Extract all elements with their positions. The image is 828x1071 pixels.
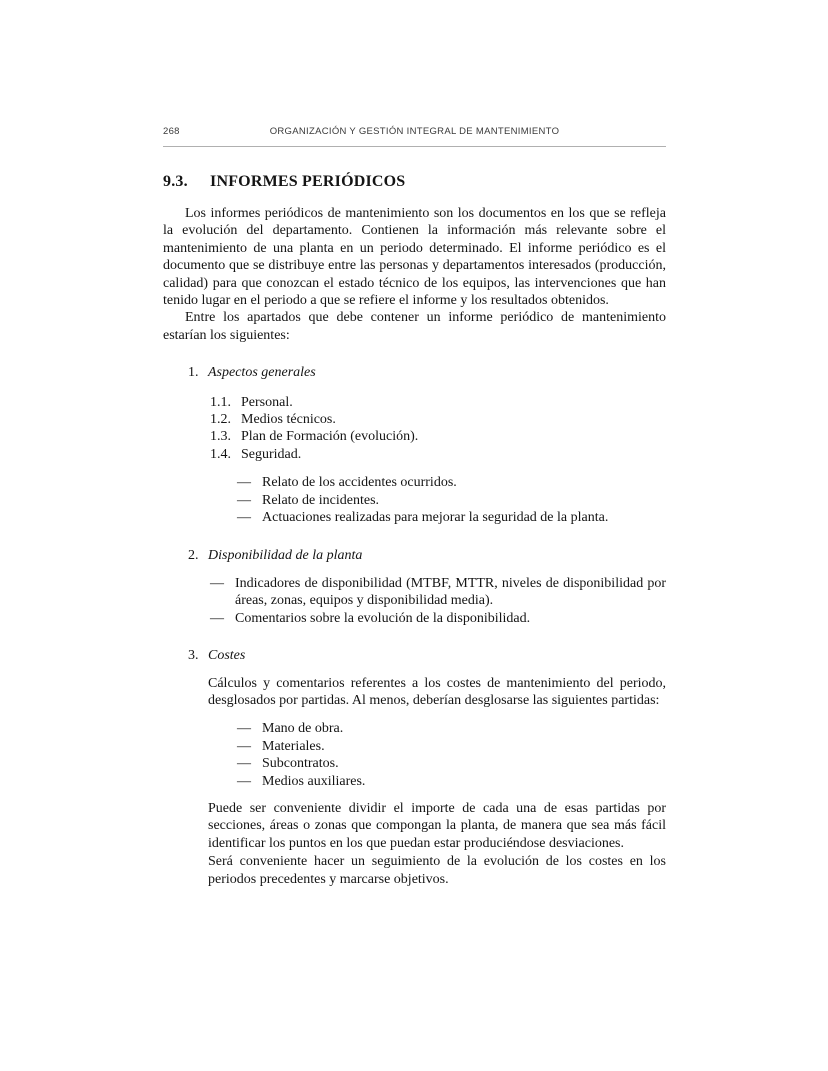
subitem-1-4 — [210, 446, 666, 463]
dash-text: Actuaciones realizadas para mejorar la seguridad de la planta. — [262, 510, 609, 526]
list-item-3 — [188, 647, 666, 664]
dash-item — [237, 509, 666, 526]
subitem-1-2-text: Medios técnicos. — [241, 412, 336, 428]
list-item-3-dash-group — [237, 720, 666, 790]
dash-text: Relato de incidentes. — [262, 492, 380, 508]
section-number: 9.3. — [163, 173, 188, 190]
list-item-1-number: 1. — [188, 365, 199, 381]
subitem-1-2-number: 1.2. — [210, 412, 231, 428]
dash-item — [210, 610, 666, 627]
list-item-3-number: 3. — [188, 648, 199, 664]
dash-text: Medios auxiliares. — [262, 773, 366, 789]
dash-mark: — — [237, 738, 251, 754]
dash-item — [237, 492, 666, 509]
dash-mark: — — [237, 756, 251, 772]
page-number: 268 — [163, 126, 180, 137]
subitem-1-1-text: Personal. — [241, 394, 293, 410]
subitem-1-4-number: 1.4. — [210, 446, 231, 462]
dash-text: Subcontratos. — [262, 756, 339, 772]
subitem-1-1-number: 1.1. — [210, 394, 231, 410]
dash-mark: — — [237, 510, 251, 526]
header-rule — [163, 146, 666, 147]
dash-text: Relato de los accidentes ocurridos. — [262, 475, 457, 491]
list-item-1-dash-group — [237, 474, 666, 526]
subitem-1-3-number: 1.3. — [210, 429, 231, 445]
dash-text: Mano de obra. — [262, 721, 344, 737]
dash-text: Materiales. — [262, 738, 325, 754]
dash-text: Comentarios sobre la evolución de la disponibilidad. — [235, 610, 531, 626]
subitem-1-3-text: Plan de Formación (evolución). — [241, 429, 419, 445]
list-item-2-dash-group — [210, 575, 666, 627]
dash-item — [237, 738, 666, 755]
item-3-paragraph-1: Cálculos y comentarios referentes a los costes de mantenimiento del periodo, desglosados por partidas. Al menos, deberían desglosarse las siguientes partidas: — [208, 675, 666, 708]
list-item-1-title: Aspectos generales — [208, 365, 316, 381]
running-header — [163, 126, 666, 139]
item-3-paragraph-2: Puede ser conveniente dividir el importe de cada una de esas partidas por secciones, áreas o zonas que compongan la planta, de manera que sea más fácil identificar los puntos en los que puedan estar produciéndose desviaciones. — [208, 800, 666, 851]
intro-paragraph-2: Entre los apartados que debe contener un informe periódico de mantenimiento estarían los siguientes: — [163, 310, 666, 343]
item-3-paragraph-3: Será conveniente hacer un seguimiento de la evolución de los costes en los periodos precedentes y marcarse objetivos. — [208, 854, 666, 887]
list-item-3-title: Costes — [208, 648, 246, 664]
dash-mark: — — [237, 721, 251, 737]
dash-mark: — — [210, 575, 224, 591]
dash-mark: — — [210, 610, 224, 626]
list-item-1 — [188, 364, 666, 381]
dash-item — [210, 575, 666, 610]
dash-item — [237, 720, 666, 737]
subitem-1-3 — [210, 428, 666, 445]
subitem-1-4-text: Seguridad. — [241, 446, 302, 462]
dash-mark: — — [237, 475, 251, 491]
list-item-2-title: Disponibilidad de la planta — [208, 547, 363, 563]
dash-item — [237, 474, 666, 491]
list-item-2-number: 2. — [188, 547, 199, 563]
dash-text: Indicadores de disponibilidad (MTBF, MTTR, niveles de disponibilidad por áreas, zonas, equipos y disponibilidad media). — [235, 575, 666, 609]
running-title: ORGANIZACIÓN Y GESTIÓN INTEGRAL DE MANTENIMIENTO — [269, 126, 560, 137]
subitem-1-2 — [210, 411, 666, 428]
subitem-1-1 — [210, 394, 666, 411]
dash-item — [237, 773, 666, 790]
section-heading — [163, 173, 666, 191]
dash-item — [237, 755, 666, 772]
book-page — [163, 126, 666, 888]
dash-mark: — — [237, 492, 251, 508]
section-title: INFORMES PERIÓDICOS — [210, 173, 406, 190]
list-item-1-subitems — [210, 394, 666, 464]
dash-mark: — — [237, 773, 251, 789]
intro-paragraph-1: Los informes periódicos de mantenimiento son los documentos en los que se refleja la evolución del departamento. Contienen la información más relevante sobre el mantenimiento de una planta en un periodo determinado. El informe periódico es el documento que se distribuye entre las personas y departamentos interesados (producción, calidad) para que conozcan el estado técnico de los equipos, las intervenciones que han tenido lugar en el periodo a que se refiere el informe y los resultados obtenidos. — [163, 206, 666, 309]
list-item-2 — [188, 547, 666, 564]
